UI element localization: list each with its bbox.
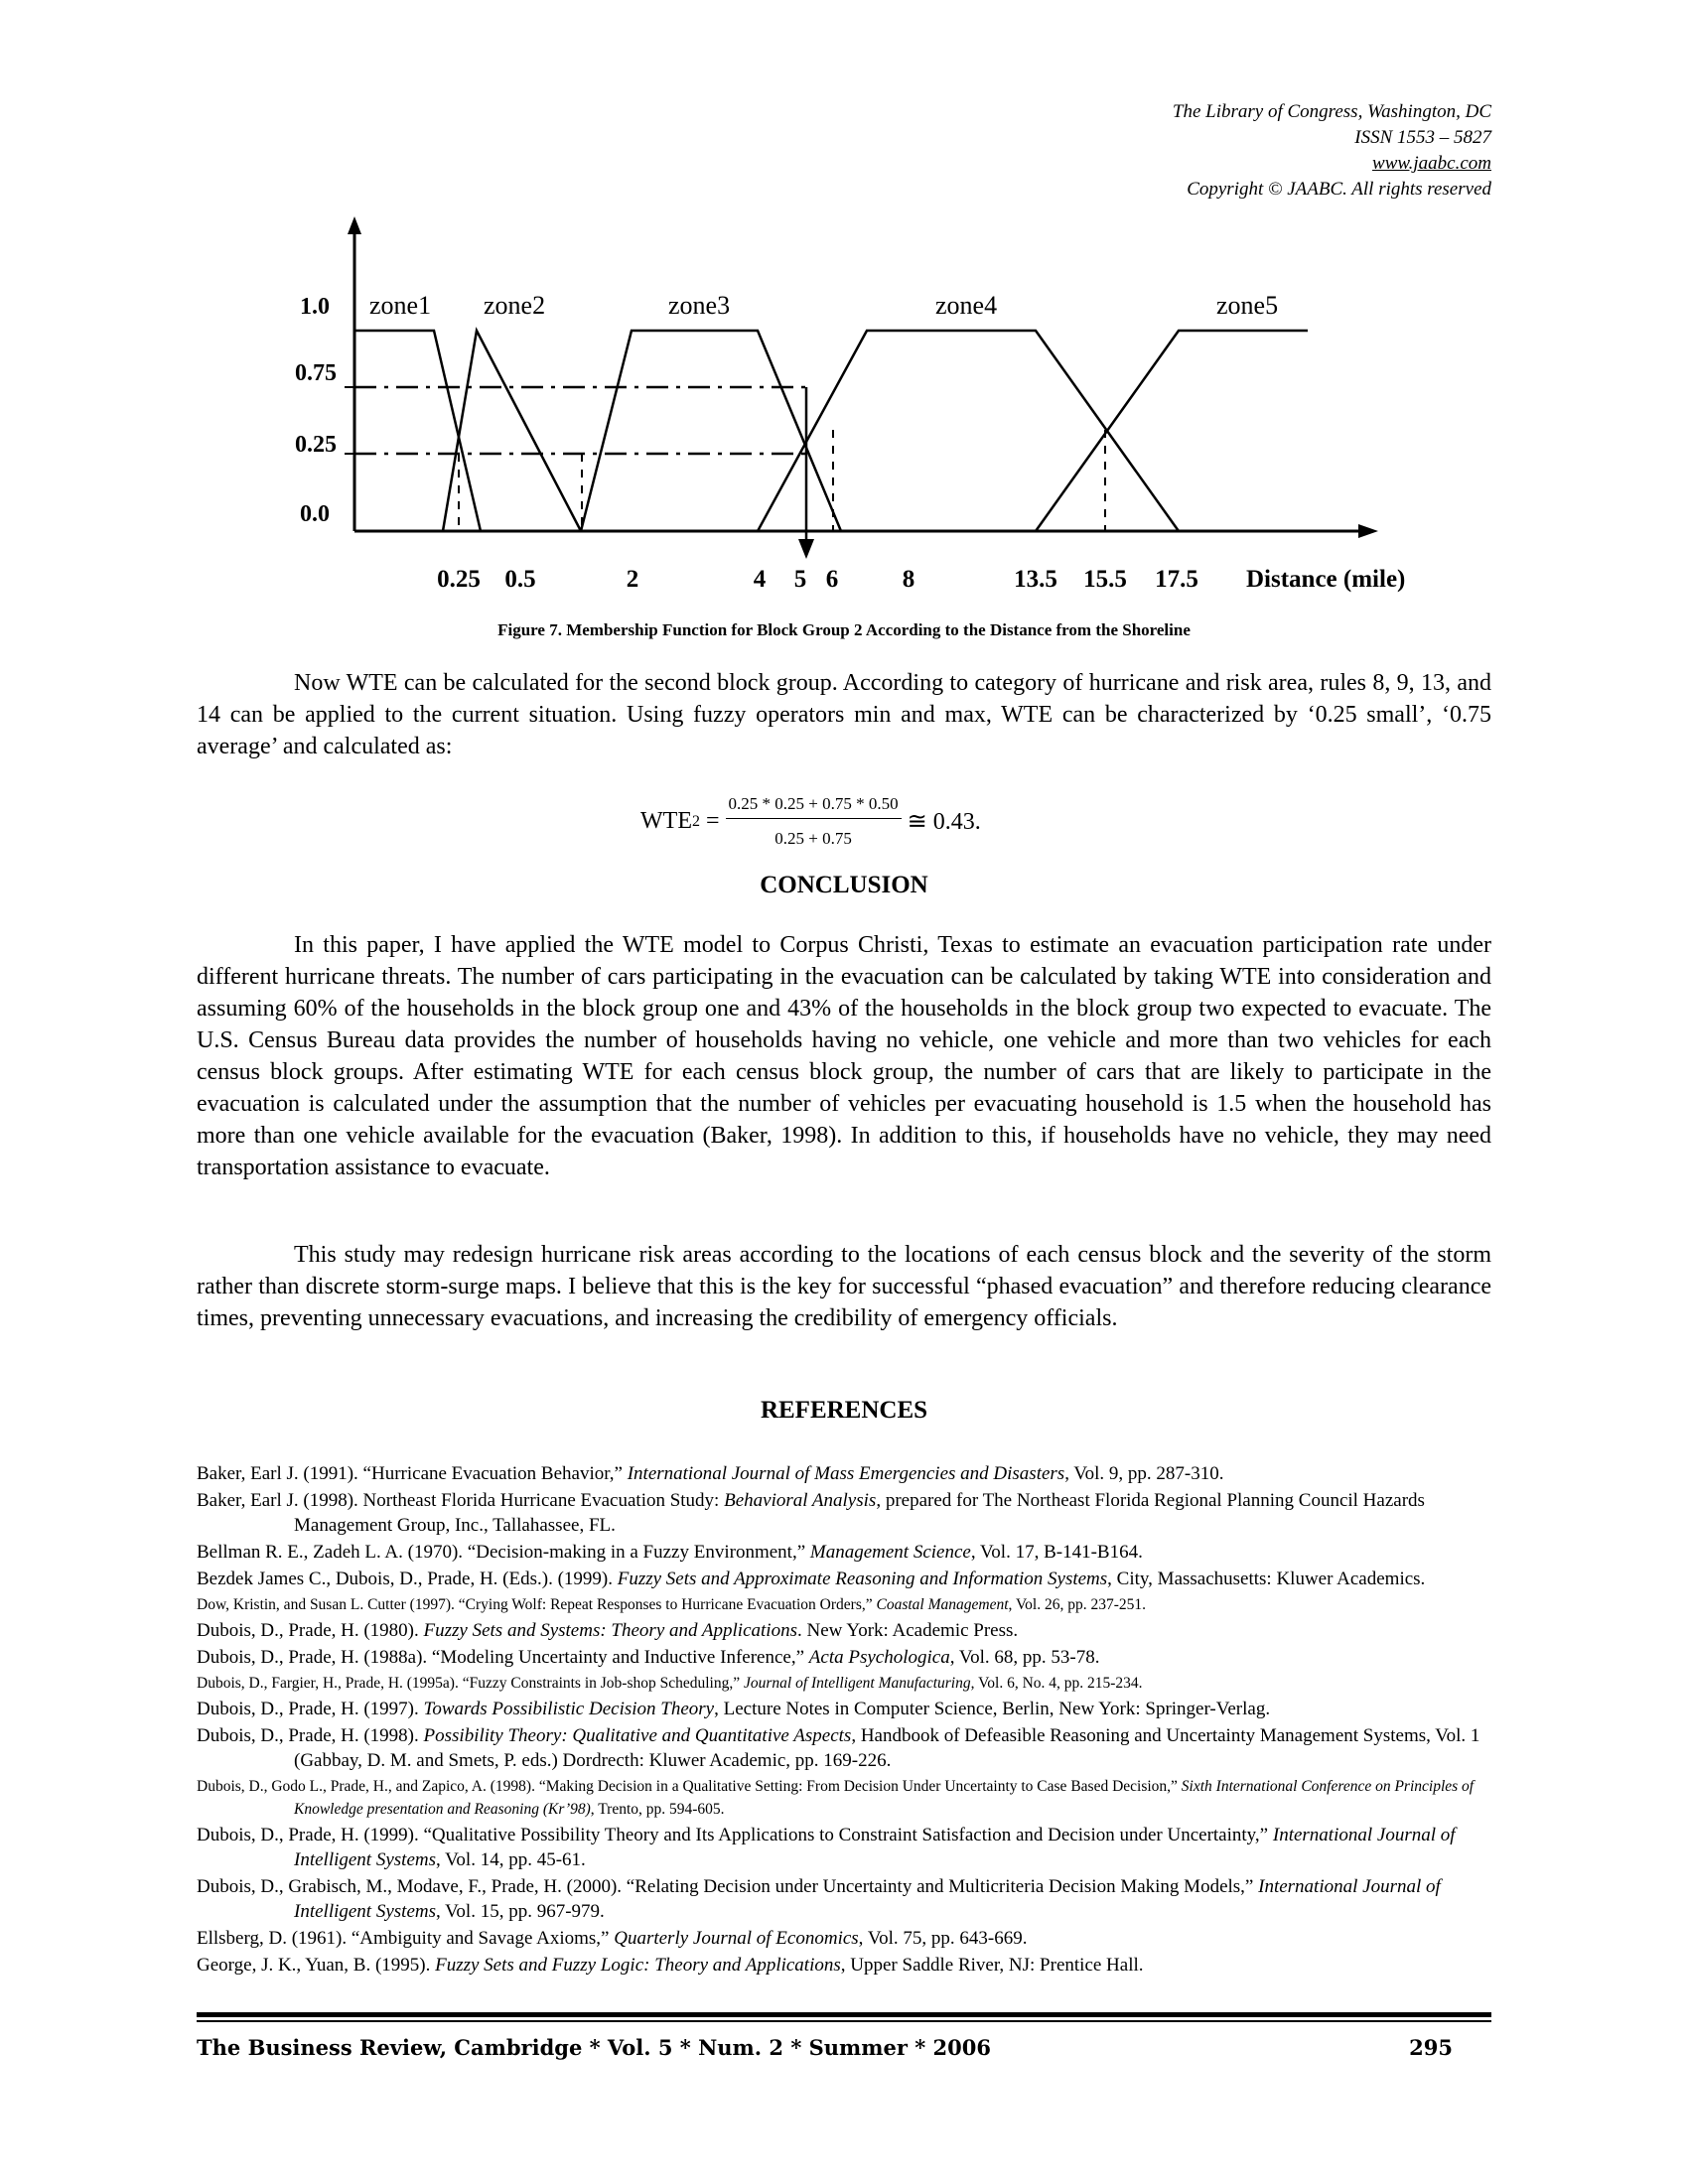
reference-item: Bellman R. E., Zadeh L. A. (1970). “Decision-making in a Fuzzy Environment,” Management Science, Vol. 17, B-141-B164.: [197, 1542, 1143, 1563]
zone3-curve: [581, 331, 841, 531]
zone2-curve: [443, 331, 755, 531]
reference-item: Dubois, D., Prade, H. (1997). Towards Possibilistic Decision Theory, Lecture Notes in Computer Science, Berlin, New York: Springer-Verlag.: [197, 1699, 1271, 1719]
header-line-1: The Library of Congress, Washington, DC: [1172, 101, 1491, 122]
y-axis-arrow: [348, 216, 361, 234]
reference-item: Dubois, D., Godo L., Prade, H., and Zapico, A. (1998). “Making Decision in a Qualitative Setting: From Decision Under Uncertainty to Case Based Decision,” Sixth International Conference on Principles of Knowledge presentation and Reasoning (Kr’98), Trento, pp. 594-605.: [197, 1778, 1475, 1818]
conclusion-heading: CONCLUSION: [760, 872, 928, 898]
formula-lhs: WTE: [640, 808, 692, 834]
zone1-label: zone1: [369, 291, 432, 320]
zone1-curve: [354, 331, 481, 531]
reference-item: Dubois, D., Grabisch, M., Modave, F., Prade, H. (2000). “Relating Decision under Uncertainty and Multicriteria Decision Making Models,” International Journal of Intelligent Systems, Vol. 15, pp. 967-979.: [197, 1876, 1441, 1922]
body-paragraph-3: [197, 1239, 1491, 1334]
x-tick-label: 0.25: [437, 566, 481, 593]
zone4-label: zone4: [935, 291, 998, 320]
journal-citation: The Business Review, Cambridge * Vol. 5 * Num. 2 * Summer * 2006: [197, 2035, 991, 2060]
wte-formula: [640, 794, 981, 849]
footer-rule: [197, 2012, 1491, 2017]
zone4-curve: [758, 331, 1179, 531]
y-tick-label: 0.0: [300, 501, 330, 527]
membership-function-chart: [0, 0, 1688, 615]
formula-numerator: 0.25 * 0.25 + 0.75 * 0.50: [726, 794, 902, 819]
reference-item: Dubois, D., Prade, H. (1980). Fuzzy Sets and Systems: Theory and Applications. New York: Academic Press.: [197, 1620, 1019, 1641]
zone3-label: zone3: [668, 291, 731, 320]
reference-item: Dubois, D., Prade, H. (1999). “Qualitative Possibility Theory and Its Applications to Constraint Satisfaction and Decision under Uncertainty,” International Journal of Intelligent Systems, Vol. 14, pp. 45-61.: [197, 1825, 1456, 1870]
paragraph-text: This study may redesign hurricane risk areas according to the locations of each census block and the severity of the storm rather than discrete storm-surge maps. I believe that this is the key for successful “phased evacuation” and therefore reducing clearance times, preventing unnecessary evacuations, and increasing the credibility of emergency officials.: [197, 1242, 1491, 1331]
formula-subscript: 2: [691, 812, 700, 830]
reference-item: George, J. K., Yuan, B. (1995). Fuzzy Sets and Fuzzy Logic: Theory and Applications, Upper Saddle River, NJ: Prentice Hall.: [197, 1955, 1144, 1976]
footer-rule: [197, 2020, 1491, 2022]
reference-item: Dubois, D., Prade, H. (1988a). “Modeling Uncertainty and Inductive Inference,” Acta Psychologica, Vol. 68, pp. 53-78.: [197, 1647, 1100, 1668]
page-footer: [197, 2035, 1453, 2060]
y-tick-label: 0.25: [295, 432, 337, 458]
x-axis-arrow: [1358, 524, 1378, 538]
reference-item: Ellsberg, D. (1961). “Ambiguity and Savage Axioms,” Quarterly Journal of Economics, Vol. 75, pp. 643-669.: [197, 1928, 1028, 1949]
paragraph-text: Now WTE can be calculated for the second block group. According to category of hurricane and risk area, rules 8, 9, 13, and 14 can be applied to the current situation. Using fuzzy operators min and max, WTE can be characterized by ‘0.25 small’, ‘0.75 average’ and calculated as:: [197, 670, 1491, 759]
x-tick-label: 13.5: [1014, 566, 1057, 593]
formula-equals: =: [705, 808, 720, 834]
x-tick-label: 8: [902, 566, 915, 593]
reference-item: Bezdek James C., Dubois, D., Prade, H. (Eds.). (1999). Fuzzy Sets and Approximate Reasoning and Information Systems, City, Massachusetts: Kluwer Academics.: [197, 1569, 1426, 1589]
formula-fraction: [726, 794, 902, 849]
reference-item: Baker, Earl J. (1998). Northeast Florida Hurricane Evacuation Study: Behavioral Analysis, prepared for The Northeast Florida Regional Planning Council Hazards Management Group, Inc., Tallahassee, FL.: [197, 1490, 1425, 1536]
zone5-label: zone5: [1216, 291, 1279, 320]
header-line-4: Copyright © JAABC. All rights reserved: [1187, 179, 1491, 200]
x-axis-label: Distance (mile): [1246, 566, 1406, 593]
y-tick-label: 0.75: [295, 360, 337, 386]
x-tick-label: 5: [793, 566, 807, 593]
reference-item: Dubois, D., Prade, H. (1998). Possibility Theory: Qualitative and Quantitative Aspects, Handbook of Defeasible Reasoning and Uncertainty Management Systems, Vol. 1 (Gabbay, D. M. and Smets, P. eds.) Dordrecth: Kluwer Academic, pp. 169-226.: [197, 1725, 1480, 1771]
reference-item: Baker, Earl J. (1991). “Hurricane Evacuation Behavior,” International Journal of Mass Emergencies and Disasters, Vol. 9, pp. 287-310.: [197, 1463, 1224, 1484]
zone5-curve: [1036, 331, 1308, 531]
reference-list: [197, 1461, 1491, 1979]
header-link[interactable]: www.jaabc.com: [1372, 153, 1491, 174]
body-paragraph-2: [197, 929, 1491, 1183]
formula-denominator: 0.25 + 0.75: [774, 829, 852, 848]
x-tick-label: 4: [753, 566, 767, 593]
y-tick-label: 1.0: [300, 294, 330, 320]
marker-arrow: [798, 539, 814, 559]
paragraph-text: In this paper, I have applied the WTE model to Corpus Christi, Texas to estimate an evacuation participation rate under different hurricane threats. The number of cars participating in the evacuation can be calculated by taking WTE into consideration and assuming 60% of the households in the block group one and 43% of the households in the block group two expected to evacuate. The U.S. Census Bureau data provides the number of households having no vehicle, one vehicle and more than two vehicles for each census block groups. After estimating WTE for each census block group, the number of cars that are likely to participate in the evacuation is calculated under the assumption that the number of vehicles per evacuating household is 1.5 when the household has more than one vehicle available for the evacuation (Baker, 1998). In addition to this, if households have no vehicle, they may need transportation assistance to evacuate.: [197, 932, 1491, 1180]
x-tick-label: 6: [825, 566, 839, 593]
figure-caption: Figure 7. Membership Function for Block Group 2 According to the Distance from the Shoreline: [497, 620, 1191, 639]
x-tick-label: 0.5: [504, 566, 536, 593]
reference-item: Dubois, D., Fargier, H., Prade, H. (1995a). “Fuzzy Constraints in Job-shop Scheduling,” Journal of Intelligent Manufacturing, Vol. 6, No. 4, pp. 215-234.: [197, 1675, 1143, 1692]
body-paragraph-1: [197, 667, 1491, 762]
x-tick-label: 17.5: [1155, 566, 1198, 593]
x-tick-label: 2: [626, 566, 639, 593]
x-tick-label: 15.5: [1083, 566, 1127, 593]
references-heading: REFERENCES: [760, 1397, 928, 1424]
page-number: 295: [1409, 2035, 1453, 2060]
reference-item: Dow, Kristin, and Susan L. Cutter (1997). “Crying Wolf: Repeat Responses to Hurricane Evacuation Orders,” Coastal Management, Vol. 26, pp. 237-251.: [197, 1596, 1147, 1613]
zone2-label: zone2: [484, 291, 546, 320]
header-line-2: ISSN 1553 – 5827: [1354, 127, 1491, 148]
formula-rhs: ≅ 0.43.: [907, 809, 981, 835]
